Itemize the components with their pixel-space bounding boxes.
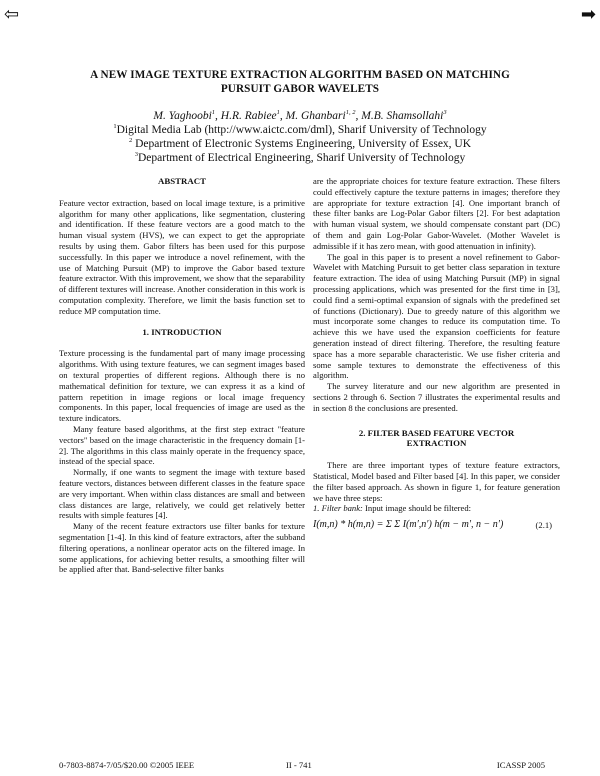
author-name: M.B. Shamsollahi xyxy=(361,110,444,122)
footer-isbn: 0-7803-8874-7/05/$20.00 ©2005 IEEE xyxy=(59,760,195,770)
intro-paragraph: Normally, if one wants to segment the image with texture based feature vectors, distances between different classes in the feature space are very important. When within class distances are small and between class distances are large, relatively, we could get relatively better results with simple features [4]. xyxy=(59,467,305,521)
body-paragraph: There are three important types of texture feature extractors, Statistical, Model based and Filter based [4]. In this paper, we consider the filter based approach. As shown in figure 1, for feature generation we have three steps: xyxy=(313,460,560,503)
footer-conference: ICASSP 2005 xyxy=(496,760,545,770)
author-name: M. Ghanbari xyxy=(285,110,346,122)
title-line-1: A NEW IMAGE TEXTURE EXTRACTION ALGORITHM BASED ON MATCHING xyxy=(90,69,510,81)
intro-paragraph: Texture processing is the fundamental part of many image processing algorithms. With using texture features, we can segment images based on textural properties of different regions. Although there is no mathematical definition for texture, we can express it as a kind of pattern repetition in image regions or local image frequency components. In this paper, local frequencies of image are used as the texture indicators. xyxy=(59,348,305,424)
abstract-text: Feature vector extraction, based on local image texture, is a primitive algorithm for many other applications, like segmentation, clustering and identification. If these feature vectors are a good match to the human visual system (HVS), we can expect to get the appropriate results by using them. Gabor filters has been used for this purpose successfully. In this paper we introduce a novel refinement, with the use of Matching Pursuit (MP) to improve the Gabor based texture feature extractor. With this improvement, we show that the separability of different textures will increase. Another consideration in this work is computation complexity. Therefore, we limit the basis function set to reduce MP computation time. xyxy=(59,197,305,316)
equation-body: I(m,n) * h(m,n) = Σ Σ I(m′,n′) h(m − m′, n − n′) xyxy=(313,519,504,531)
footer-page-number: II - 741 xyxy=(286,760,312,770)
title-line-2: PURSUIT GABOR WAVELETS xyxy=(220,83,380,95)
intro-paragraph: Many feature based algorithms, at the first step extract "feature vectors" based on the image characteristic in the frequency domain [1-2]. The algorithms in this class mainly operate in the frequency space, instead of the special space. xyxy=(59,423,305,467)
abstract-heading: ABSTRACT xyxy=(158,176,206,186)
affiliation-2: $^2$ Department of Electronic Systems Engineering, University of Essex, UK xyxy=(128,137,472,150)
section-2-heading: 2. FILTER BASED FEATURE VECTOR EXTRACTION xyxy=(358,427,515,449)
equation-number: (2.1) xyxy=(535,520,552,531)
author-list: M. Yaghoobi$^1$, H.R. Rabiee$^1$, M. Ghanbari$^{1, 2}$, M.B. Shamsollahi$^3$ xyxy=(153,109,447,122)
right-column xyxy=(313,176,560,531)
paper-title xyxy=(40,68,560,96)
author-name: M. Yaghoobi xyxy=(153,110,212,122)
step-item: 1. Filter bank: Input image should be filtered: xyxy=(313,503,472,514)
affiliation-3: $^3$Department of Electrical Engineering, Sharif University of Technology xyxy=(134,151,466,164)
intro-paragraph: Many of the recent feature extractors use filter banks for texture segmentation [1-4]. In this kind of feature extractors, after the subband filtering operations, a nonlinear operator acts on the filtered image. In some applications, for achieving better results, a smoothing filter will be applied after that. Band-selective filter banks xyxy=(59,521,305,575)
affiliation-1: $^1$Digital Media Lab (http://www.aictc.com/dml), Sharif University of Technology xyxy=(113,123,487,136)
equation-2-1 xyxy=(313,520,560,531)
introduction-heading: 1. INTRODUCTION xyxy=(142,326,222,337)
previous-page-arrow-icon[interactable]: ⇦ xyxy=(4,4,20,25)
body-paragraph: The goal in this paper is to present a novel refinement to Gabor-Wavelet with Matching Pursuit to get better class separation in texture feature extraction. The idea of using Matching Pursuit (MP) in signal processing applications, which was presented for the first time in [3], could find a semi-optimal expansion of signals with the predefined set of functions (Dictionary). Due to greedy nature of this algorithm we must incorporate some changes to reduce its computation time. To achieve this we have used the expansion coefficients for feature generation instead of direct filtering. Therefore, the resulting feature space has a more separable characteristic. We use fisher criteria and some sample textures to demonstrate the effectiveness of this algorithm. xyxy=(313,251,560,381)
next-page-arrow-icon[interactable]: ➡ xyxy=(580,4,596,25)
author-name: H.R. Rabiee xyxy=(220,110,277,122)
body-paragraph: The survey literature and our new algorithm are presented in sections 2 through 6. Section 7 illustrates the experimental results and in section 8 the conclusions are presented. xyxy=(313,381,560,413)
body-paragraph: are the appropriate choices for texture feature extraction. These filters could effectively capture the texture patterns in images; therefore they are appropriate for texture extraction [4]. One important branch of these filter banks are Log-Polar Gabor filters [2]. For best adaptation with human visual system, we should compensate constant part (DC) of them and gain Log-Polar Gabor-Wavelet. (Mother Wavelet is admissible if it has zero mean, with good attenuation in infinity). xyxy=(313,176,560,251)
left-column xyxy=(59,176,305,575)
